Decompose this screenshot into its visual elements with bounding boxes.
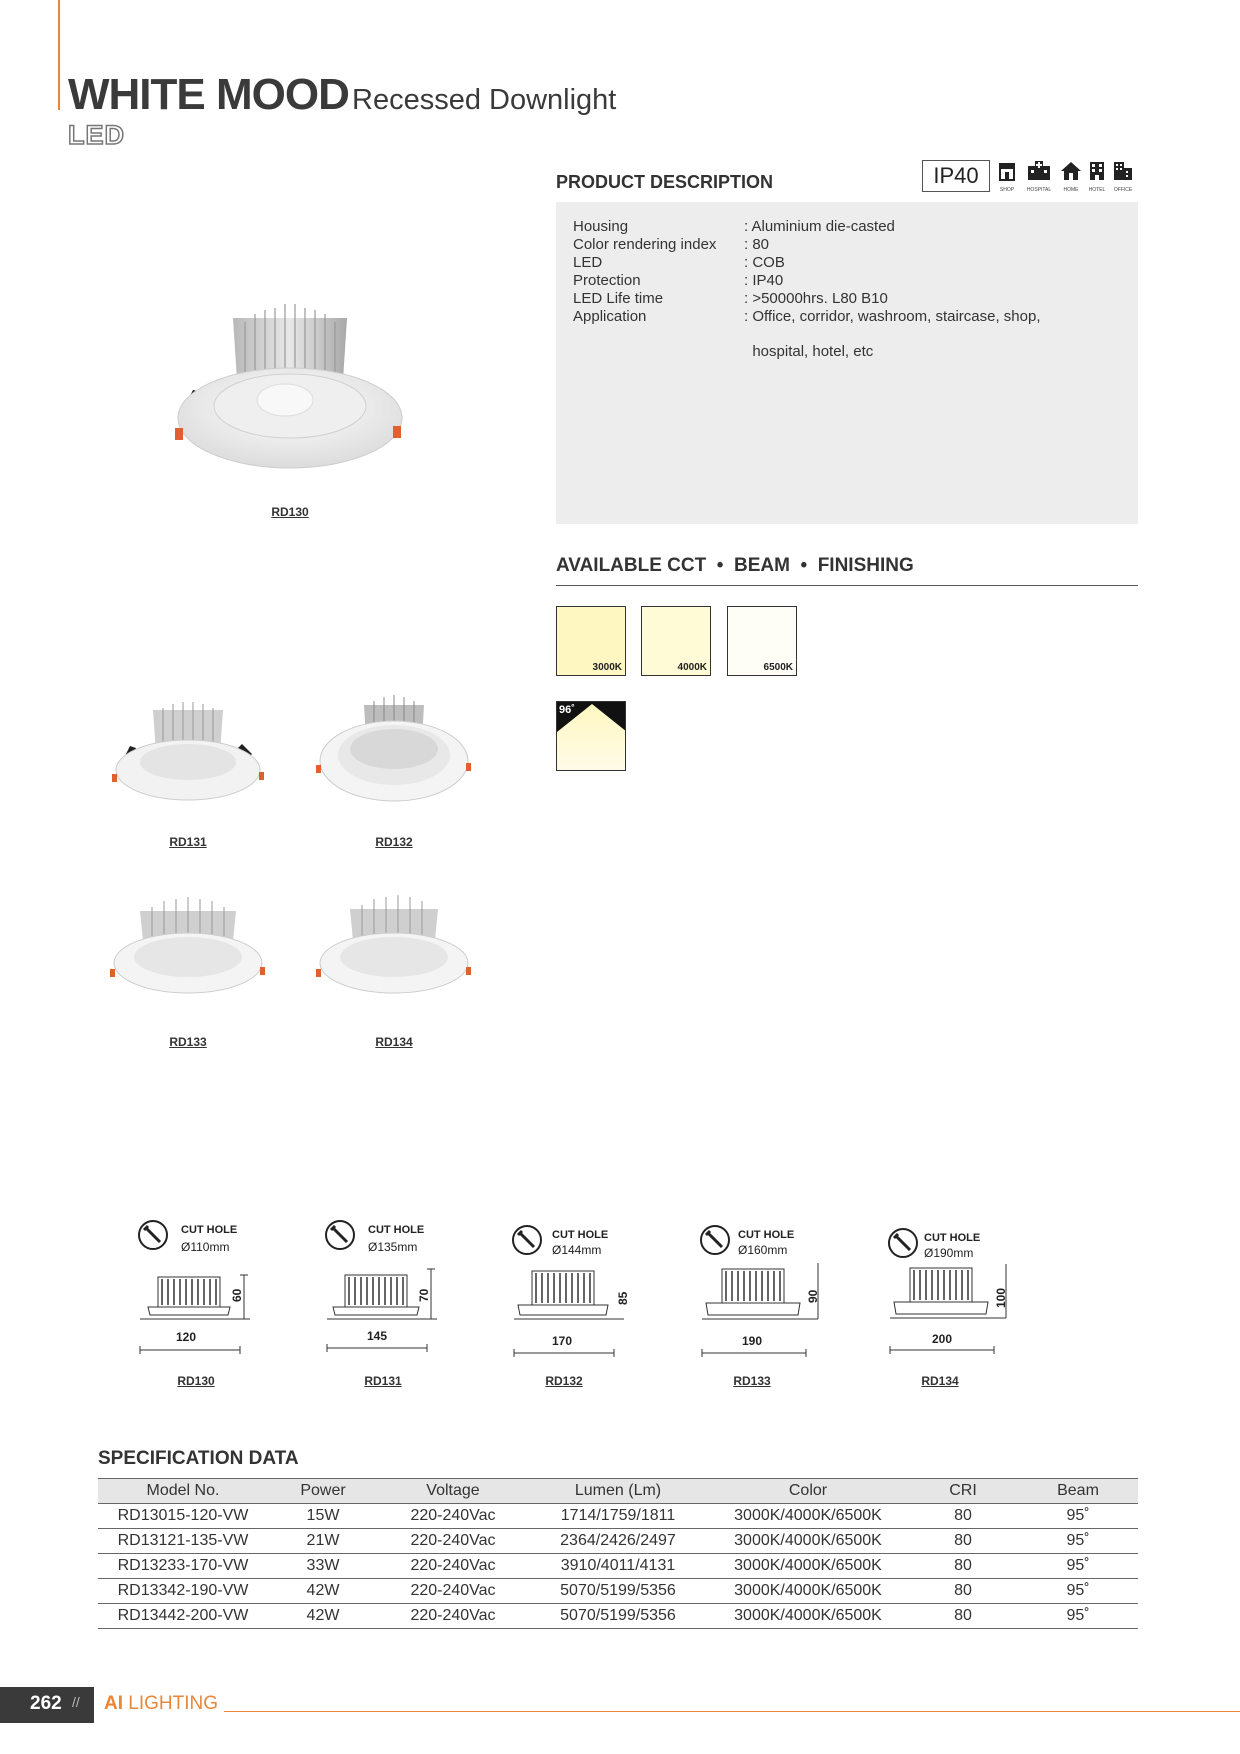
width-dimension-line — [700, 1349, 810, 1357]
cut-hole-icon — [325, 1220, 355, 1250]
footer-divider — [224, 1711, 1240, 1712]
cut-hole-size: Ø190mm — [924, 1246, 974, 1260]
cut-hole-diagram-rd133 — [700, 1223, 850, 1393]
beam-angle-swatch — [556, 701, 626, 771]
table-cell: 3000K/4000K/6500K — [708, 1504, 908, 1529]
table-cell: 21W — [268, 1529, 378, 1554]
width-dimension: 200 — [932, 1332, 953, 1346]
table-cell: 3000K/4000K/6500K — [708, 1579, 908, 1604]
cut-hole-diagram-rd131 — [325, 1218, 475, 1393]
height-dimension: 100 — [994, 1287, 1008, 1308]
table-cell: RD13442-200-VW — [98, 1604, 268, 1629]
table-row — [98, 1554, 1138, 1579]
height-dimension: 85 — [616, 1291, 630, 1305]
product-image-rd133 — [108, 895, 268, 995]
column-header: Power — [268, 1479, 378, 1504]
product-label-rd133: RD133 — [169, 1035, 207, 1049]
cut-hole-size: Ø110mm — [181, 1240, 230, 1254]
product-image-rd130 — [165, 300, 415, 480]
cut-hole-title: CUT HOLE — [552, 1229, 609, 1241]
cct-swatch-4000k: 4000K — [641, 606, 711, 676]
width-dimension: 120 — [176, 1330, 197, 1344]
cut-hole-model-label: RD132 — [545, 1374, 583, 1388]
table-cell: 80 — [908, 1604, 1018, 1629]
table-cell: 33W — [268, 1554, 378, 1579]
cut-hole-model-label: RD133 — [733, 1374, 771, 1388]
product-label-rd132: RD132 — [375, 835, 413, 849]
table-cell: 95˚ — [1018, 1504, 1138, 1529]
table-row — [98, 1579, 1138, 1604]
spec-row-cri: Color rendering index : 80 — [573, 236, 770, 253]
product-label-rd131: RD131 — [169, 835, 207, 849]
specification-title: SPECIFICATION DATA — [98, 1448, 299, 1469]
table-cell: 80 — [908, 1504, 1018, 1529]
office-icon: OFFICE — [1110, 160, 1136, 193]
spec-row-protection: Protection : IP40 — [573, 272, 784, 289]
cut-hole-icon — [700, 1225, 730, 1255]
cut-hole-size: Ø135mm — [368, 1240, 418, 1254]
dimension-drawing — [512, 1263, 627, 1343]
product-image-rd132 — [314, 695, 474, 805]
product-description-panel — [556, 202, 1138, 524]
cut-hole-title: CUT HOLE — [738, 1229, 795, 1241]
hospital-icon: HOSPITAL — [1026, 160, 1052, 193]
table-cell: 5070/5199/5356 — [528, 1579, 708, 1604]
hotel-icon: HOTEL — [1084, 160, 1110, 193]
dimension-drawing — [700, 1263, 820, 1343]
cut-hole-title: CUT HOLE — [924, 1232, 981, 1244]
table-cell: RD13015-120-VW — [98, 1504, 268, 1529]
table-cell: 42W — [268, 1604, 378, 1629]
width-dimension-line — [512, 1349, 617, 1357]
table-cell: 3000K/4000K/6500K — [708, 1604, 908, 1629]
cut-hole-diagram-rd134 — [888, 1226, 1038, 1393]
table-cell: 95˚ — [1018, 1604, 1138, 1629]
cut-hole-diagram-rd132 — [512, 1223, 662, 1393]
product-label-rd130: RD130 — [271, 505, 309, 519]
table-cell: RD13342-190-VW — [98, 1579, 268, 1604]
table-cell: 220-240Vac — [378, 1529, 528, 1554]
page-subtitle: Recessed Downlight — [352, 84, 617, 116]
table-cell: 3910/4011/4131 — [528, 1554, 708, 1579]
cct-swatch-6500k: 6500K — [727, 606, 797, 676]
cut-hole-size: Ø160mm — [738, 1243, 788, 1257]
page-separator: // — [72, 1694, 80, 1710]
height-dimension: 60 — [230, 1288, 244, 1302]
table-cell: 220-240Vac — [378, 1579, 528, 1604]
spec-row-led: LED : COB — [573, 254, 785, 271]
table-cell: 95˚ — [1018, 1554, 1138, 1579]
cut-hole-icon — [138, 1220, 168, 1250]
width-dimension-line — [138, 1346, 243, 1354]
spec-row-lifetime: LED Life time : >50000hrs. L80 B10 — [573, 290, 888, 307]
table-cell: RD13233-170-VW — [98, 1554, 268, 1579]
ip-rating-badge: IP40 — [922, 160, 990, 192]
cut-hole-icon — [512, 1225, 542, 1255]
page-number: 262 — [30, 1693, 62, 1714]
table-cell: 15W — [268, 1504, 378, 1529]
shop-icon: SHOP — [994, 160, 1020, 193]
table-cell: 3000K/4000K/6500K — [708, 1554, 908, 1579]
table-cell: 80 — [908, 1579, 1018, 1604]
column-header: Voltage — [378, 1479, 528, 1504]
cct-swatch-3000k: 3000K — [556, 606, 626, 676]
column-header: Beam — [1018, 1479, 1138, 1504]
product-image-rd134 — [314, 893, 474, 995]
table-header-row — [98, 1479, 1138, 1504]
width-dimension: 145 — [367, 1329, 388, 1343]
table-cell: 80 — [908, 1554, 1018, 1579]
specification-table — [98, 1478, 1138, 1629]
cut-hole-model-label: RD131 — [364, 1374, 402, 1388]
table-cell: 95˚ — [1018, 1579, 1138, 1604]
cut-hole-icon — [888, 1228, 918, 1258]
spec-row-application-cont: hospital, hotel, etc — [744, 343, 874, 360]
spec-row-application: Application : Office, corridor, washroom, staircase, shop, — [573, 308, 1041, 325]
table-cell: 42W — [268, 1579, 378, 1604]
width-dimension-line — [325, 1344, 430, 1352]
product-label-rd134: RD134 — [375, 1035, 413, 1049]
table-cell: 220-240Vac — [378, 1504, 528, 1529]
table-row — [98, 1529, 1138, 1554]
column-header: Model No. — [98, 1479, 268, 1504]
column-header: CRI — [908, 1479, 1018, 1504]
table-cell: 95˚ — [1018, 1529, 1138, 1554]
table-row — [98, 1604, 1138, 1629]
table-cell: 220-240Vac — [378, 1604, 528, 1629]
home-icon: HOME — [1058, 160, 1084, 193]
accent-line — [58, 0, 60, 110]
table-row — [98, 1504, 1138, 1529]
cct-section-title: AVAILABLE CCT • BEAM • FINISHING — [556, 555, 914, 576]
table-cell: 1714/1759/1811 — [528, 1504, 708, 1529]
cut-hole-model-label: RD134 — [921, 1374, 959, 1388]
table-cell: 220-240Vac — [378, 1554, 528, 1579]
beam-angle-label: 96˚ — [559, 704, 575, 716]
width-dimension: 190 — [742, 1334, 763, 1348]
table-cell: 3000K/4000K/6500K — [708, 1529, 908, 1554]
divider — [556, 585, 1138, 586]
cut-hole-size: Ø144mm — [552, 1243, 602, 1257]
height-dimension: 90 — [806, 1289, 820, 1303]
led-logo: LED — [68, 120, 125, 150]
height-dimension: 70 — [417, 1288, 431, 1302]
width-dimension-line — [888, 1346, 998, 1354]
width-dimension: 170 — [552, 1334, 573, 1348]
cut-hole-diagram-rd130 — [138, 1218, 288, 1393]
product-description-title: PRODUCT DESCRIPTION — [556, 172, 774, 192]
cut-hole-title: CUT HOLE — [368, 1224, 425, 1236]
table-cell: 5070/5199/5356 — [528, 1604, 708, 1629]
column-header: Color — [708, 1479, 908, 1504]
table-cell: RD13121-135-VW — [98, 1529, 268, 1554]
table-cell: 80 — [908, 1529, 1018, 1554]
brand-name: AI LIGHTING — [104, 1693, 219, 1714]
table-cell: 2364/2426/2497 — [528, 1529, 708, 1554]
cut-hole-title: CUT HOLE — [181, 1224, 238, 1236]
cut-hole-model-label: RD130 — [177, 1374, 215, 1388]
column-header: Lumen (Lm) — [528, 1479, 708, 1504]
page-title: WHITE MOOD — [68, 70, 349, 119]
spec-row-housing: Housing : Aluminium die-casted — [573, 218, 895, 235]
product-image-rd131 — [108, 700, 268, 805]
